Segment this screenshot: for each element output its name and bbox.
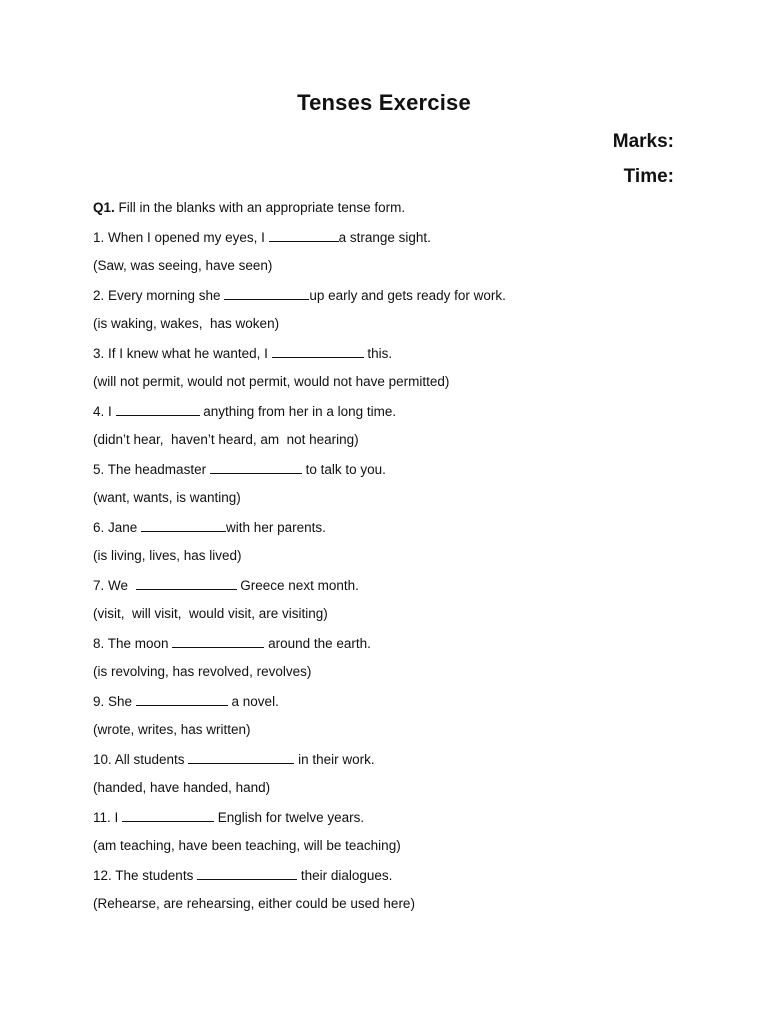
question-heading — [93, 200, 693, 229]
exercise-item — [93, 461, 693, 490]
item-options: (is revolving, has revolved, revolves) — [93, 664, 312, 679]
item-prefix: 12. The students — [93, 868, 198, 883]
item-suffix: this. — [363, 346, 393, 361]
item-prefix: 10. All students — [93, 752, 189, 767]
answer-blank — [141, 519, 226, 532]
exercise-item — [93, 577, 693, 606]
item-options: (will not permit, would not permit, would not have permitted) — [93, 374, 450, 389]
exercise-item — [93, 403, 693, 432]
item-suffix: a novel. — [227, 694, 279, 709]
exercise-body — [93, 200, 693, 925]
marks-label: Marks: — [612, 131, 674, 152]
exercise-item — [93, 809, 693, 838]
question-instruction: Fill in the blanks with an appropriate tense form. — [118, 200, 406, 215]
exercise-item — [93, 693, 693, 722]
item-options: (is living, lives, has lived) — [93, 548, 242, 563]
item-options: (wrote, writes, has written) — [93, 722, 251, 737]
answer-blank — [122, 809, 214, 822]
item-options: (Saw, was seeing, have seen) — [93, 258, 273, 273]
question-number: Q1. — [93, 200, 115, 215]
exercise-item — [93, 751, 693, 780]
page-title: Tenses Exercise — [297, 90, 471, 115]
item-prefix: 3. If I knew what he wanted, I — [93, 346, 272, 361]
time-label: Time: — [623, 166, 674, 187]
item-suffix: anything from her in a long time. — [199, 404, 397, 419]
item-prefix: 6. Jane — [93, 520, 142, 535]
answer-blank — [136, 577, 237, 590]
exercise-item — [93, 345, 693, 374]
answer-blank — [269, 229, 339, 242]
answer-blank — [172, 635, 264, 648]
answer-blank — [116, 403, 200, 416]
item-prefix: 1. When I opened my eyes, I — [93, 230, 269, 245]
exercise-item — [93, 229, 693, 258]
exercise-item — [93, 635, 693, 664]
item-options: (visit, will visit, would visit, are visiting) — [93, 606, 328, 621]
item-suffix: to talk to you. — [301, 462, 386, 477]
answer-blank — [272, 345, 364, 358]
item-prefix: 7. We — [93, 578, 136, 593]
item-suffix: with her parents. — [226, 520, 326, 535]
item-prefix: 4. I — [93, 404, 116, 419]
item-suffix: their dialogues. — [297, 868, 393, 883]
item-suffix: Greece next month. — [236, 578, 359, 593]
item-options: (didn’t hear, haven’t heard, am not hearing) — [93, 432, 359, 447]
item-prefix: 2. Every morning she — [93, 288, 225, 303]
answer-blank — [197, 867, 297, 880]
exercise-item — [93, 287, 693, 316]
item-options: (Rehearse, are rehearsing, either could be used here) — [93, 896, 415, 911]
item-suffix: in their work. — [294, 752, 375, 767]
item-options: (is waking, wakes, has woken) — [93, 316, 280, 331]
item-suffix: a strange sight. — [338, 230, 431, 245]
answer-blank — [188, 751, 294, 764]
item-suffix: around the earth. — [264, 636, 371, 651]
item-options: (handed, have handed, hand) — [93, 780, 271, 795]
answer-blank — [224, 287, 309, 300]
answer-blank — [210, 461, 302, 474]
item-suffix: English for twelve years. — [214, 810, 365, 825]
answer-blank — [136, 693, 228, 706]
item-prefix: 9. She — [93, 694, 136, 709]
item-options: (want, wants, is wanting) — [93, 490, 241, 505]
item-prefix: 8. The moon — [93, 636, 173, 651]
item-options: (am teaching, have been teaching, will be teaching) — [93, 838, 401, 853]
exercise-item — [93, 519, 693, 548]
item-suffix: up early and gets ready for work. — [309, 288, 506, 303]
exercise-item — [93, 867, 693, 896]
item-prefix: 11. I — [93, 810, 123, 825]
item-prefix: 5. The headmaster — [93, 462, 210, 477]
